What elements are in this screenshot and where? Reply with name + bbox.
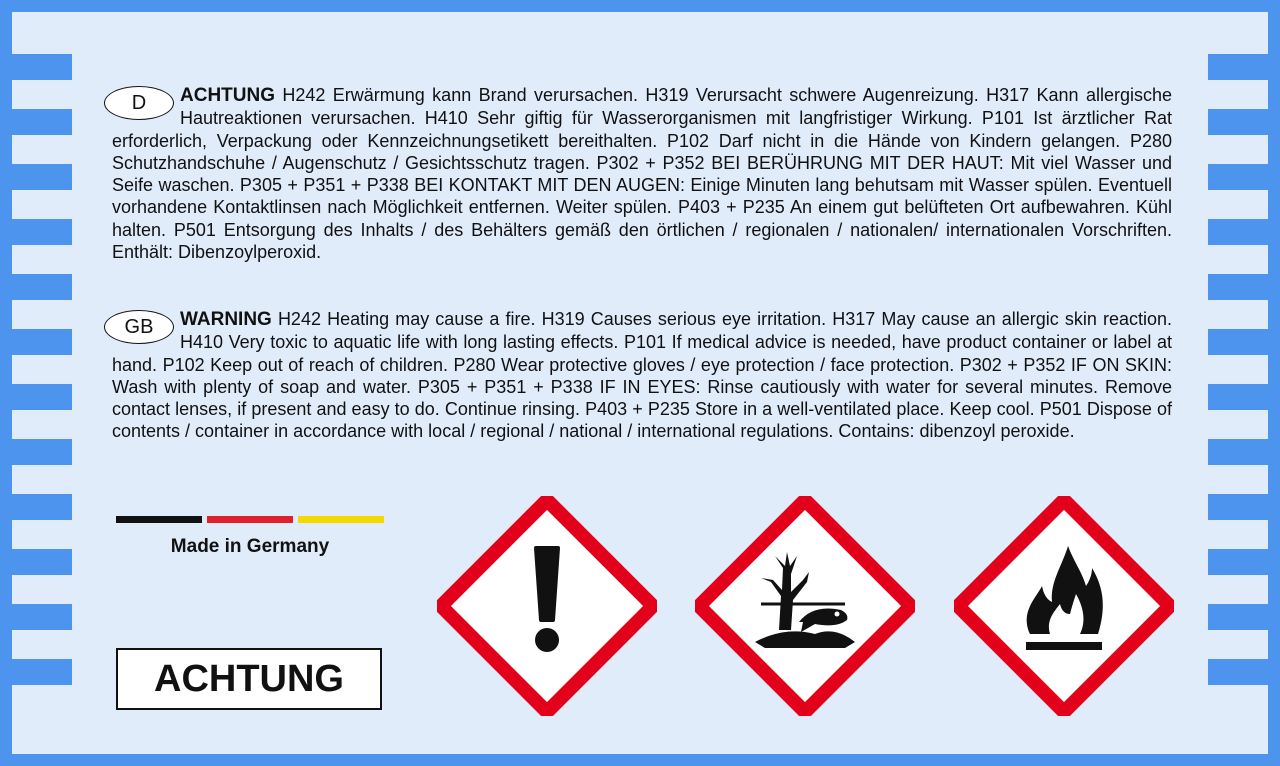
edge-tab: [12, 219, 72, 245]
edge-tab: [1208, 604, 1268, 630]
edge-tab: [12, 549, 72, 575]
made-in-germany: Made in Germany: [170, 536, 330, 557]
signal-word-gb: WARNING: [180, 309, 272, 330]
flag-stripe-black: [116, 516, 202, 523]
language-badge-gb: GB: [104, 310, 174, 344]
flame-icon: [954, 496, 1174, 716]
edge-tab: [12, 54, 72, 80]
edge-tab: [1208, 219, 1268, 245]
edge-tab: [1208, 164, 1268, 190]
edge-tab: [1208, 439, 1268, 465]
edge-tab: [12, 329, 72, 355]
signal-word-box: ACHTUNG: [116, 648, 382, 710]
edge-tab: [12, 384, 72, 410]
exclamation-mark-icon: [437, 496, 657, 716]
edge-tab: [1208, 494, 1268, 520]
edge-tab: [12, 604, 72, 630]
edge-tab: [12, 109, 72, 135]
flag-stripe-red: [207, 516, 293, 523]
edge-tab: [12, 439, 72, 465]
edge-tab: [12, 164, 72, 190]
language-badge-de: D: [104, 86, 174, 120]
edge-tab: [1208, 384, 1268, 410]
edge-tab: [1208, 109, 1268, 135]
hazard-text-gb: [112, 308, 1172, 443]
edge-tab: [1208, 549, 1268, 575]
edge-tab: [1208, 659, 1268, 685]
edge-tab: [1208, 274, 1268, 300]
edge-tab: [1208, 329, 1268, 355]
edge-tab: [12, 494, 72, 520]
flag-stripe-gold: [298, 516, 384, 523]
environment-hazard-icon: [695, 496, 915, 716]
edge-tab: [12, 274, 72, 300]
edge-tab: [12, 659, 72, 685]
hazard-statements-gb: H242 Heating may cause a fire. H319 Causes serious eye irritation. H317 May cause an allergic skin reaction. H410 Very toxic to aquatic life with long lasting effects. P101 If medical advice is needed, have product container or label at hand. P102 Keep out of reach of children. P280 Wear protective gloves / eye protection / face protection. P302 + P352 IF ON SKIN: Wash with plenty of soap and water. P305 + P351 + P338 IF IN EYES: Rinse cautiously with water for several minutes. Remove contact lenses, if present and easy to do. Continue rinsing. P403 + P235 Store in a well-ventilated place. Keep cool. P501 Dispose of contents / container in accordance with local / regional / national / international regulations. Contains: dibenzoyl peroxide.: [112, 309, 1172, 442]
hazard-statements-de: H242 Erwärmung kann Brand verursachen. H319 Verursacht schwere Augenreizung. H317 Kann allergische Hautreaktionen verursachen. H410 Sehr giftig für Wasserorganismen mit langfristiger Wirkung. P101 Ist ärztlicher Rat erforderlich, Verpackung oder Kennzeichnungsetikett bereithalten. P102 Darf nicht in die Hände von Kindern gelangen. P280 Schutzhandschuhe / Augenschutz / Gesichtsschutz tragen. P302 + P352 BEI BERÜHRUNG MIT DER HAUT: Mit viel Wasser und Seife waschen. P305 + P351 + P338 BEI KONTAKT MIT DEN AUGEN: Einige Minuten lang behutsam mit Wasser spülen. Eventuell vorhandene Kontaktlinsen nach Möglichkeit entfernen. Weiter spülen. P403 + P235 An einem gut belüfteten Ort aufbewahren. Kühl halten. P501 Entsorgung des Inhalts / des Behälters gemäß den örtlichen / regionalen / nationalen/ internationalen Vorschriften. Enthält: Dibenzoylperoxid.: [112, 85, 1172, 263]
edge-tab: [1208, 54, 1268, 80]
hazard-text-de: [112, 84, 1172, 263]
signal-word-de: ACHTUNG: [180, 85, 275, 106]
